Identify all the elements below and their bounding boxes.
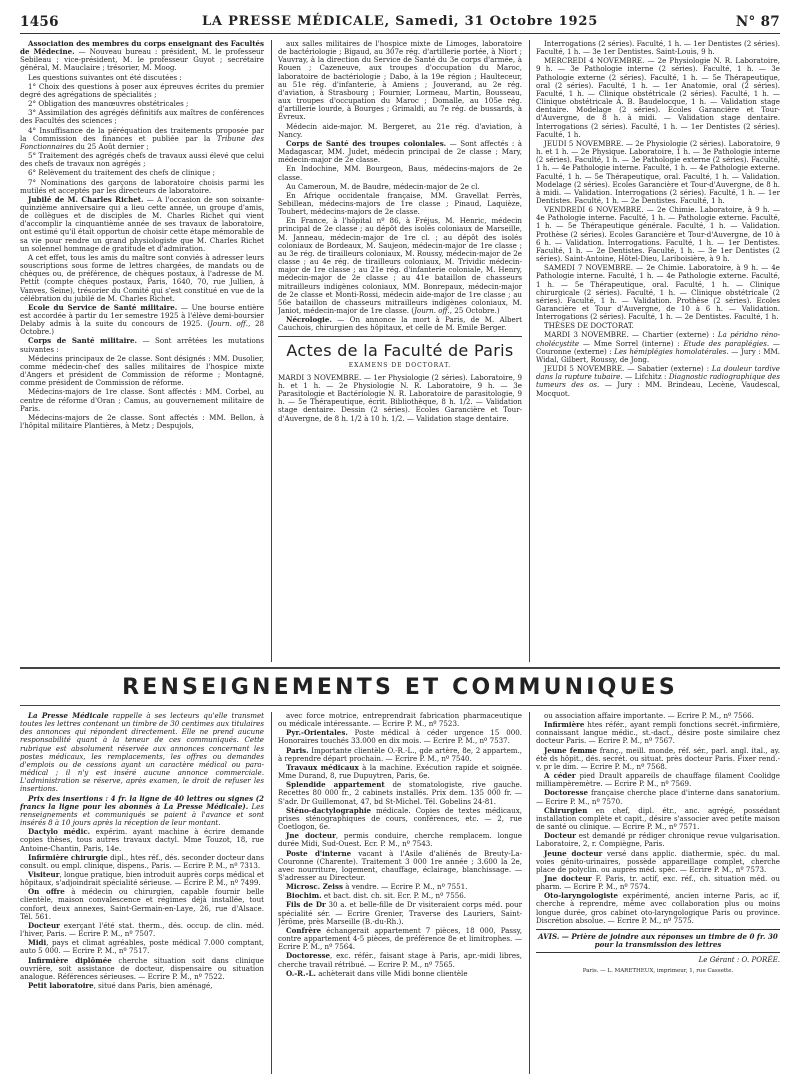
classified-ad: Jne docteur F. Paris, tr. actif, exc. réf., ch. situation méd. ou pharm. — Ecrire P. M., nº 7574. (536, 873, 780, 892)
printer-imprint: Paris. — L. MARETHEUX, imprimeur, 1, rue Cassette. (582, 968, 734, 975)
classified-ad: Microsc. Zeiss à vendre. — Ecrire P. M., nº 7551. (286, 882, 468, 892)
column-3 (536, 40, 780, 665)
classified-ad: Dactylo médic. expérim. ayant machine à écrire demande copies thèses, tous autres travaux dactyl. Mme Touzot, 18, rue Antoine-Chantin, Paris, 14e. (20, 827, 264, 853)
exam-schedule-paragraph: SAMEDI 7 NOVEMBRE. — 2e Chimie. Laboratoire, à 9 h. — 4e Pathologie interne. Faculté, 1 h. — 4e Pathologie externe. Faculté, 1 h. — 5e Thérapeutique, oral. Faculté, 1 h. — Clinique chirurgicale (2 séries). Faculté, 1 h. — Clinique obstétricale (2 séries). Faculté, 1 h. — Validation. Prothèse (2 séries). Ecoles Garancière et Tour d'Auvergne, de 10 à 6 h. — Validation. Interrogations (2 séries). Faculté, 1 h. — 2e Dentistes. Faculté, 1 h. (536, 263, 780, 322)
article-paragraph: 1° Choix des questions à poser aux épreuves écrites du premier degré des agrégations de spécialités ; (20, 81, 264, 99)
article-paragraph: Ecole du Service de Santé militaire. — Une bourse entière est accordée à partir du 1er semestre 1925 à l'élève demi-boursier Delaby admis à la suite du concours de 1925. (Journ. off., 28 Octobre.) (20, 302, 264, 337)
classified-ad: Midi, pays et climat agréables, poste médical 7.000 comptant, auto 5 000. — Ecrire P. M., nº 7517. (20, 938, 264, 956)
classifieds-column-3-ads (536, 712, 780, 925)
avis-notice: AVIS. — Prière de joindre aux réponses un timbre de 0 fr. 30 pour la transmission des lettres (536, 929, 780, 953)
classifieds-column-2 (278, 712, 522, 1076)
classified-ad: Confrère échangerait appartement 7 pièces, 18 000, Passy, contre appartement 4-5 pièces, de préférence 8e et limitrophes. — Ecrire P. M., nº 7564. (278, 925, 522, 952)
classified-ad: Pyr.-Orientales. Poste médical à céder urgence 15 000. Honoraires touchés 33.000 en dix mois. — Ecrire P. M., nº 7537. (278, 728, 522, 746)
classifieds-column-1 (20, 712, 264, 1076)
classified-ad: Doctoresse française cherche place d'interne dans sanatorium. — Ecrire P. M., nº 7570. (536, 788, 780, 806)
classified-ad: Visiteur, longue pratique, bien introduit auprès corps médical et hôpitaux, s'adjoindrait spécialité sérieuse. — Ecrire P. M., nº 7499. (20, 869, 264, 888)
classified-ad: ou association affaire importante. — Ecrire P. M., nº 7566. (544, 712, 754, 720)
classified-ad: Jeune femme franç., meill. monde, réf. sér., parl. angl. ital., ay. été ds hôpit., dés. secrét. ou situat. près docteur Paris. Fixer rend.-v. pr le dim. — Ecrire P. M., nº 7568. (536, 745, 780, 771)
classified-ad: Biochim. et bact. dist. ch. sit. Ecr. P. M., nº 7556. (286, 891, 466, 901)
article-paragraph: Médecin aide-major. M. Bergeret, au 21e rég. d'aviation, à Nancy. (278, 121, 522, 139)
article-paragraph: Au Cameroun, M. de Baudre, médecin-major de 2e cl. (286, 181, 480, 191)
article-paragraph: Les questions suivantes ont été discutées : (28, 72, 182, 82)
classified-ad: O.-R.-L. achèterait dans ville Midi bonne clientèle (286, 968, 468, 978)
article-paragraph: A cet effet, tous les amis du maître sont conviés à adresser leurs souscriptions sous forme de lettres chargées, de mandats ou de chèques ou, de préférence, de chèques postaux, à l'adresse de M. Pettit (compte chèques postaux, Paris, 1640, 70, rue Jullien, à Vanves, Seine), trésorier du Comité qui s'est constitué en vue de la célébration du jubilé de M. Charles Richet. (20, 252, 264, 303)
classified-ad: Travaux médicaux à la machine. Exécution rapide et soignée. Mme Durand, 8, rue Dupuytren, Paris, 6e. (278, 762, 522, 781)
article-paragraph: Association des membres du corps enseignant des Facultés de Médecine. — Nouveau bureau : président, M. le professeur Sebileau ; vice-président, M. le professeur Guyot ; secrétaire général, M. Mauclaire ; trésorier, M. Moog. (20, 40, 264, 73)
exam-schedule-paragraph: VENDREDI 6 NOVEMBRE. — 2e Chimie. Laboratoire, à 9 h. — 4e Pathologie interne. Faculté, 1 h. — Pathologie externe. Faculté, 1 h. — 5e Thérapeutique générale. Faculté, 1 h. — Validation. Prothèse (2 séries). Ecoles Garancière et Tour-d'Auvergne, de 10 à 6 h. — Validation. Interrogations. Faculté, 1 h. — 1er Dentistes. Faculté, 1 h. — 2e Dentistes. Faculté, 1 h. — 3e 1er Dentistes (2 séries). Saint-Antoine, Hôtel-Dieu, Lariboisière, à 9 h. (536, 205, 780, 264)
article-paragraph: 3° Assimilation des agrégés définitifs aux maîtres de conférences des Facultés des sciences ; (20, 108, 264, 126)
classified-ad: Infirmière chirurgie dipl., htes réf., dés. seconder docteur dans consult. ou empl. clinique, dispens., Paris. — Ecrire P. M., nº 7313. (20, 852, 264, 870)
column-divider (271, 40, 272, 662)
classified-ad: Sténo-dactylographie médicale. Copies de textes médicaux, prises sténographiques de cours, conférences, etc. — 2, rue Coetlogon, 6e. (278, 805, 522, 832)
article-paragraph: Médecins-majors de 1re classe. Sont affectés : MM. Corbel, au centre de réforme d'Oran ; Camus, au gouvernement militaire de Paris. (20, 387, 264, 413)
column-divider (529, 712, 530, 1074)
article-paragraph: Jubilé de M. Charles Richet. — A l'occasion de son soixante-quinzième anniversaire qui a lieu cette année, un groupe d'amis, de collègues et de disciples de M. Charles Richet qui vient d'accomplir la cinquantième année de ses travaux de laboratoire, ont estimé qu'il était opportun de choisir cette étape mémorable de sa vie pour rendre un grand physiologiste que M. Charles Richet un solennel hommage de gratitude et d'admiration. (20, 194, 264, 253)
journal-title: LA PRESSE MÉDICALE, Samedi, 31 Octobre 1925 (201, 14, 599, 29)
exam-schedule-paragraph: Interrogations (2 séries). Faculté, 1 h. — 1er Dentistes (2 séries). Faculté, 1 h. — 3e 1er Dentistes. Saint-Louis, 9 h. (536, 40, 780, 57)
article-paragraph: En Indochine, MM. Bourgeon, Baus, médecins-majors de 2e classe. (278, 164, 522, 182)
classified-ad: Oto-laryngologiste expérimenté, ancien interne Paris, ac if, cherche à reprendre, même avec collaboration plus ou moins longue durée, gros cabinet oto-laryngologique Paris ou province. Discrétion absolue. — Ecrire P. M., nº 7575. (536, 891, 780, 925)
classified-ad: Doctoresse, exc. référ., faisant stage à Paris, apr.-midi libres, cherche travail rétribué. — Ecrire P. M., nº 7565. (278, 951, 522, 969)
classified-ad: La Presse Médicale rappelle à ses lecteurs qu'elle transmet toutes les lettres contenant un timbre de 30 centimes aux titulaires des annonces qui répondent directement. Elle ne prend aucune responsabilité quant à la teneur de ces communiqués. Cette rubrique est absolument réservée aux annonces concernant les postes médicaux, les remplacements, les offres ou demandes d'emplois ou de cessions ayant un caractère médical ou para-médical ; il n'y est inséré aucune annonce commerciale. L'administration se réserve, après examen, le droit de refuser les insertions. (20, 712, 264, 794)
classified-ad: On offre à médecin ou chirurgien, capable fournir belle clientèle, maison convalescence et régimes déjà installée, tout confort, deux annexes, Saint-Germain-en-Laye, 26, rue d'Alsace. Tél. 561. (20, 887, 264, 921)
article-paragraph: Médecins-majors de 2e classe. Sont affectés : MM. Bellon, à l'hôpital militaire Plantières, à Metz ; Despujols, (20, 412, 264, 431)
column-2 (278, 40, 522, 665)
exam-schedule-paragraph: MERCREDI 4 NOVEMBRE. — 2e Physiologie N. R. Laboratoire, 9 h. — 3e Pathologie interne (2 séries). Faculté, 1 h. — 3e Pathologie externe (2 séries). Faculté, 1 h. — 5e Thérapeutique, oral (2 séries). Faculté, 1 h. — 1er Anatomie, oral (2 séries). Faculté, 1 h. — Clinique obstétricale (2 séries). Faculté, 1 h. — Clinique obstétricale A. B. Baudelocque, 1 h. — Validation stage dentaire. Modelage (2 séries). Ecoles Garancière et Tour-d'Auvergne, de 8 h. à midi. — Validation stage dentaire. Interrogations (2 séries). Faculté, 1 h. — 1er Dentistes (2 séries). Faculté, 1 h. (536, 56, 780, 139)
renseignements-title: RENSEIGNEMENTS ET COMMUNIQUES (122, 675, 678, 700)
gerant-signature: Le Gérant : O. PORÉE. (698, 955, 780, 965)
section-divider (278, 336, 522, 337)
article-paragraph: aux salles militaires de l'hospice mixte de Limoges, laboratoire de bactériologie ; Bigaud, au 307e rég. d'artillerie portée, à Niort ; Vauvray, à la direction du Service de Santé du 3e corps d'armée, à Rouen ; Cazeneuve, aux troupes d'occupation du Maroc, laboratoire de bactériologie ; Dabo, à la 19e région ; Haulteceur, au 51e rég. d'infanterie, à Amiens ; Jouverand, au 2e rég. d'aviation, à Strasbourg ; Fournier, Lormeau, Martin, Bousseau, aux troupes d'occupation du Maroc ; Domalle, au 105e rég. d'artillerie lourde, à Bourges ; Grimaldi, au 7e rég. de bussards, à Évreux. (278, 40, 522, 122)
classifieds-column-3 (536, 712, 780, 1076)
article-paragraph: Corps de Santé des troupes coloniales. — Sont affectés : à Madagascar, MM. Judet, médecin principal de 2e classe ; Mary, médecin-major de 2e classe. (278, 138, 522, 165)
article-paragraph: 2° Obligation des manœuvres obstétricales ; (28, 99, 189, 109)
column-1 (20, 40, 264, 665)
classified-ad: Fils de Dr 30 a. et belle-fille de Dr visiteraient corps méd. pour spécialité sér. — Ecrire Grenier, Traverse des Lauriers, Saint-Jérôme, près Marseille (B.-du-Rh.). (278, 900, 522, 926)
classified-ad: Infirmière htes référ., ayant rempli fonctions secrét.-infirmière, connaissant langue médic., st.-dact., désire poste similaire chez docteur Paris. — Ecrire P. M., nº 7567. (536, 720, 780, 746)
article-paragraph: En Afrique occidentale française, MM. Gravellat Ferrès, Sebillean, médecins-majors de 1re classe ; Pinaud, Laquièze, Toubert, médecins-majors de 2e classe. (278, 190, 522, 217)
exam-schedule-paragraph: JEUDI 5 NOVEMBRE. — Sabatier (externe) : La douleur tardive dans la rupture tubaire. — Lifchitz : Diagnostic radiographique des tumeurs des os. — Jury : MM. Brindeau, Lecène, Vaudescal, Mocquot. (536, 364, 780, 398)
article-paragraph: 6° Relèvement du traitement des chefs de clinique ; (28, 168, 216, 178)
article-paragraph: 4° Insuffisance de la péréquation des traitements proposée par la Commission des finances et publiée par la Tribune des Fonctionnaires du 25 Août dernier ; (20, 125, 264, 151)
article-paragraph: 5° Traitement des agrégés chefs de travaux aussi élevé que celui des chefs de travaux non agrégés ; (20, 151, 264, 169)
classified-ad: Infirmière diplômée cherche situation soit dans clinique ouvrière, soit assistance de docteur, dispensaire ou situation analogue. Références sérieuses. — Ecrire P. M., nº 7522. (20, 955, 264, 981)
classified-ad: Docteur exerçant l'été stat. therm., dés. occup. de clin. méd. l'hiver, Paris. — Ecrire P. M., nº 7507. (20, 920, 264, 939)
column-divider (529, 40, 530, 662)
classified-ad: Jne docteur, permis conduire, cherche remplacem. longue durée Midi, Sud-Ouest. Ecr. P. M., nº 7543. (278, 831, 522, 849)
classified-ad: Poste d'interne vacant à l'Asile d'aliénés de Breuty-La-Couronne (Charente). Traitement 3 000 1re année ; 3.600 la 2e, avec nourriture, logement, chauffage, éclairage, blanchissage. — S'adresser au Directeur. (278, 848, 522, 882)
section-rule (20, 705, 780, 706)
page-number: 1456 (20, 14, 59, 30)
article-paragraph: En France, à l'hôpital nº 86, à Fréjus, M. Henric, médecin principal de 2e classe ; au dépôt des isolés coloniaux de Marseille, M. Janneau, médecin-major de 1re cl. ; au dépôt des isolés coloniaux de Bordeaux, M. Saujeon, médecin-major de 1re classe ; au 3e rég. de tirailleurs coloniaux, M. Roussy, médecin-major de 2e classe ; au 4e rég. de tirailleurs coloniaux, M. Trividic médecin-major de 1re classe ; au 21e rég. d'infanterie coloniale, M. Henry, médecin-major de 2e classe ; au 41e bataillon de chasseurs mitrailleurs indigènes coloniaux, MM. Bonrepaux, médecin-major de 2e classe et Monti-Rossi, médecin aide-major de 1re classe ; au 56e bataillon de chasseurs mitrailleurs indigènes coloniaux, M. Janiot, médecin-major de 1re classe. (Journ. off., 25 Octobre.) (278, 216, 522, 315)
classified-ad: Prix des insertions : 4 fr. la ligne de 40 lettres ou signes (2 francs la ligne pour les abonnés à La Presse Médicale). Les renseignements et communiqués se paient à l'avance et sont insérés 8 à 10 jours après la réception de leur montant. (20, 793, 264, 828)
article-paragraph: Médecins principaux de 2e classe. Sont désignés : MM. Dusolier, comme médecin-chef des salles militaires de l'hospice mixte d'Angers et président de Commission de réforme ; Montagné, comme président de Commission de réforme. (20, 353, 264, 388)
column-divider (271, 712, 272, 1074)
exam-schedule-paragraph: MARDI 3 NOVEMBRE. — Chartier (externe) : La péridno réno-cholécystite — Mme Sorrel (interne) : Etude des paraplégies. — Couronne (externe) : Les hémiplégies homolatérales. — Jury : MM. Widal, Gilbert, Roussy, de Jong. (536, 330, 780, 364)
section-rule (20, 667, 780, 669)
page-header (20, 14, 780, 34)
column-2-news (278, 40, 522, 332)
classified-ad: Petit laboratoire, situé dans Paris, bien aménagé, (28, 981, 213, 990)
actes-subhead: EXAMENS DE DOCTORAT. (348, 361, 452, 369)
classified-ad: Splendide appartement de stomatologiste, rive gauche. Recettes 80 000 fr., 2 cabinets installés. Prix dem. 135 000 fr. — S'adr. Dr Guillemonat, 47, bd St-Michel. Tél. Gobelins 24-81. (278, 780, 522, 806)
article-paragraph: Nécrologie. — On annonce la mort à Paris, de M. Albert Cauchois, chirurgien des hôpitaux, et celle de M. Emile Berger. (278, 315, 522, 333)
classified-ad: avec force motrice, entreprendrait fabrication pharmaceutique ou médicale intéressante. — Ecrire P. M., nº 7523. (278, 712, 522, 729)
classified-ad: Paris. Importante clientèle O.-R.-L., gde artère, 8e, 2 appartem., à reprendre départ prochain. — Ecrire P. M., nº 7540. (278, 745, 522, 763)
exam-schedule-paragraph: JEUDI 5 NOVEMBRE. — 2e Physiologie (2 séries). Laboratoire, 9 h. et 1 h. — 2e Physique. Laboratoire, 1 h. — 3e Pathologie interne (2 séries). Faculté, 1 h. — 3e Pathologie externe (2 séries). Faculté, 1 h. — 4e Pathologie interne. Faculté, 1 h. — 4e Pathologie externe. Faculté, 1 h. — 5e Thérapeutique, oral. Faculté, 1 h. — Validation. Modelage (2 séries). Ecoles Garancière et Tour-d'Auvergne, de 8 h. à midi. — Validation. Interrogations (2 séries). Faculté, 1 h. — 1er Dentistes. Faculté, 1 h. — 2e Dentistes. Faculté, 1 h. (536, 138, 780, 205)
classified-ad: Docteur est demandé pr rédiger chronique revue vulgarisation. Laboratoire, 2, r. Compiègne, Paris. (536, 831, 780, 849)
issue-number: N° 87 (735, 14, 780, 30)
actes-text: MARDI 3 NOVEMBRE. — 1er Physiologie (2 séries). Laboratoire, 9 h. et 1 h. — 2e Physiologie N. R. Laboratoire, 9 h. — 3e Parasitologie et Bactériologie N. R. Laboratoire de parasitologie, 9 h. — 5e Thérapeutique, écrit. Bibliothèque, 8 h. 1/2. — Validation stage dentaire. Dessin (2 séries). Ecoles Garancière et Tour-d'Auvergne, de 8 h. 1/2 à 10 h. 1/2. — Validation stage dentaire. (278, 372, 522, 423)
classified-ad: A céder pied Drault appareils de chauffage filament Coolidge milliampèremètre. — Ecrire P. M., nº 7569. (536, 771, 780, 789)
exam-schedule-paragraph: THÈSES DE DOCTORAT. (544, 321, 634, 331)
actes-title: Actes de la Faculté de Paris (286, 341, 514, 361)
classified-ad: Chirurgien en chef, dipl. étr., anc. agrégé, possédant installation complète et capit., désire s'associer avec petite maison de santé ou clinique. — Ecrire P. M., nº 7571. (536, 805, 780, 832)
article-paragraph: 7° Nominations des garçons de laboratoire choisis parmi les mutilés et acceptés par les directeurs de laboratoire. (20, 177, 264, 195)
article-paragraph: Corps de Santé militaire. — Sont arrêtées les mutations suivantes : (20, 336, 264, 354)
classified-ad: Jeune docteur versé dans applic. diathermie, spéc. du mal. voies génito-urinaires, possède appareillage complet, cherche place de polyclin. ou auprès méd. spéc. — Ecrire P. M., nº 7573. (536, 848, 780, 874)
